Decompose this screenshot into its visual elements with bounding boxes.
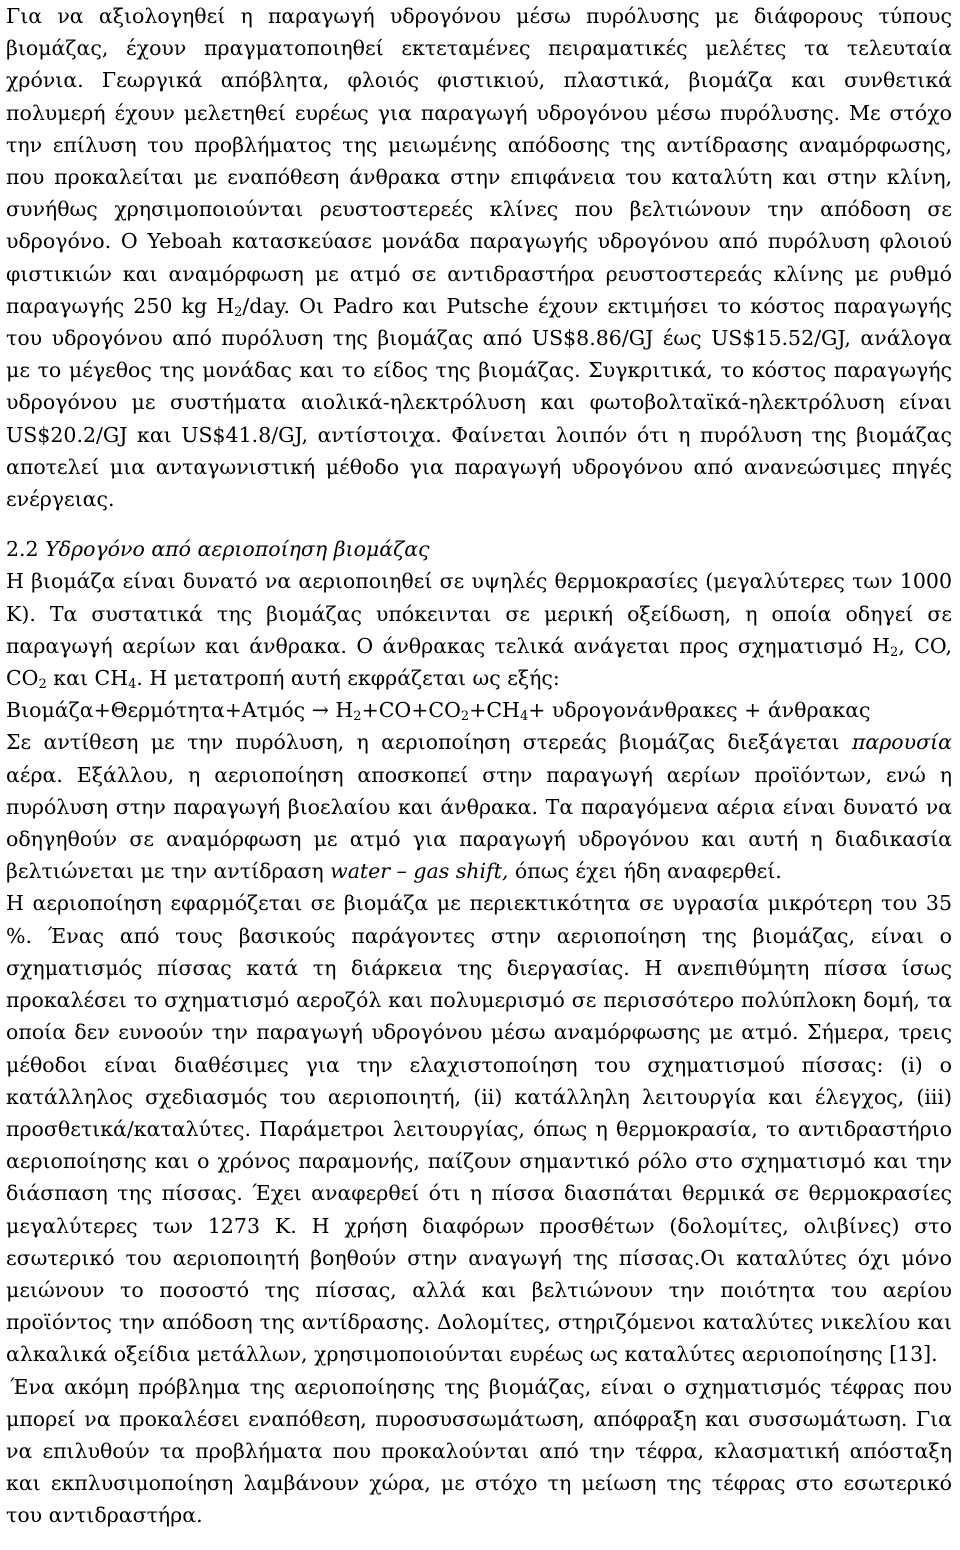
section-number: 2.2	[6, 537, 39, 562]
paragraph-gasification-vs-pyrolysis	[6, 726, 952, 887]
subscript: 2	[353, 709, 362, 725]
paragraph-ash-formation: Ένα ακόμη πρόβλημα της αεριοποίησης της βιομάζας, είναι ο σχηματισμός τέφρας που μπορεί να προκαλέσει εναπόθεση, πυροσυσσωμάτωση, απόφραξη και συσσωμάτωση. Για να επιλυθούν τα προβλήματα που προκαλούνται από την τέφρα, κλασματική απόσταξη και εκπλυσιμοποίηση λαμβάνουν χώρα, με στόχο τη μείωση της τέφρας στο εσωτερικό του αντιδραστήρα.	[6, 1374, 952, 1528]
paragraph-text: αέρα. Εξάλλου, η αεριοποίηση αποσκοπεί στην παραγωγή αερίων προϊόντων, ενώ η πυρόλυση στην παραγωγή βιοελαίου και άνθρακα. Τα παραγόμενα αέρια είναι δυνατό να οδηγηθούν σε αναμόρφωση με ατμό για παραγωγή υδρογόνου και αυτή η διαδικασία βελτιώνεται με την αντίδραση	[6, 762, 952, 884]
equation-text: +CH	[469, 698, 520, 723]
italic-text: water – gas shift,	[330, 859, 509, 884]
italic-text: παρουσία	[851, 730, 952, 755]
paragraph-text: Σε αντίθεση με την πυρόλυση, η αεριοποίηση στερεάς βιομάζας διεξάγεται	[6, 730, 852, 755]
paragraph-pyrolysis	[6, 0, 952, 515]
equation-left: Βιομάζα+Θερμότητα+Ατμός	[6, 698, 312, 723]
subscript: 2	[234, 304, 243, 320]
paragraph-gasification-intro	[6, 565, 952, 694]
section-heading	[6, 533, 952, 565]
subscript: 4	[128, 677, 137, 693]
arrow-icon: →	[311, 698, 329, 723]
subscript: 2	[890, 644, 899, 660]
paragraph-tar-formation: Η αεριοποίηση εφαρμόζεται σε βιομάζα με περιεκτικότητα σε υγρασία μικρότερη του 35 %. Ένας από τους βασικούς παράγοντες στην αεριοποίηση της βιομάζας, είναι ο σχηματισμός πίσσας κατά τη διάρκεια της διεργασίας. Η ανεπιθύμητη πίσσα ίσως προκαλέσει το σχηματισμό αεροζόλ και πολυμερισμό σε περισσότερο πολύπλοκη δομή, τα οποία δεν ευνοούν την παραγωγή υδρογόνου μέσω αναμόρφωσης με ατμό. Σήμερα, τρεις μέθοδοι είναι διαθέσιμες για την ελαχιστοποίηση του σχηματισμού πίσσας: (i) ο κατάλληλος σχεδιασμός του αεριοποιητή, (ii) κατάλληλη λειτουργία και έλεγχος, (iii) προσθετικά/καταλύτες. Παράμετροι λειτουργίας, όπως η θερμοκρασία, το αντιδραστήριο αεριοποίησης και ο χρόνος παραμονής, παίζουν σημαντικό ρόλο στο σχηματισμό και την διάσπαση της πίσσας. Έχει αναφερθεί ότι η πίσσα διασπάται θερμικά σε θερμοκρασίες μεγαλύτερες των 1273 K. Η χρήση διαφόρων προσθέτων (δολομίτες, ολιβίνες) στο εσωτερικό του αεριοποιητή βοηθούν στην αναγωγή της πίσσας.Οι καταλύτες όχι μόνο μειώνουν το ποσοστό της πίσσας, αλλά και βελτιώνουν την ποιότητα του αερίου προϊόντος την απόδοση της αντίδρασης. Δολομίτες, στηριζόμενοι καταλύτες νικελίου και αλκαλικά οξείδια μετάλλων, χρησιμοποιούνται ευρέως ως καταλύτες αεριοποίησης [13].	[6, 891, 952, 1367]
reaction-equation	[6, 694, 952, 726]
subscript: 4	[519, 709, 529, 725]
paragraph-text: , CO, CO	[6, 633, 953, 691]
document-page	[6, 0, 952, 1532]
equation-text: + υδρογονάνθρακες + άνθρακας	[528, 698, 871, 723]
paragraph-text: όπως έχει ήδη αναφερθεί.	[508, 859, 782, 884]
subscript: 2	[38, 677, 47, 693]
paragraph-text: Η βιομάζα είναι δυνατό να αεριοποιηθεί σε υψηλές θερμοκρασίες (μεγαλύτερες των 1000 Κ). Τα συστατικά της βιομάζας υπόκεινται σε μερική οξείδωση, η οποία οδηγεί σε παραγωγή αερίων και άνθρακα. Ο άνθρακας τελικά ανάγεται προς σχηματισμό H	[6, 569, 952, 658]
subscript: 2	[460, 709, 470, 725]
paragraph-text: /day. Οι Padro και Putsche έχουν εκτιμήσει το κόστος παραγωγής του υδρογόνου από πυρόλυση της βιομάζας από US$8.86/GJ έως US$15.52/GJ, ανάλογα με το μέγεθος της μονάδας και το είδος της βιομάζας. Συγκριτικά, το κόστος παραγωγής υδρογόνου με συστήματα αιολικά-ηλεκτρόλυση και φωτοβολταϊκά-ηλεκτρόλυση είναι US$20.2/GJ και US$41.8/GJ, αντίστοιχα. Φαίνεται λοιπόν ότι η πυρόλυση της βιομάζας αποτελεί μια ανταγωνιστική μέθοδο για παραγωγή υδρογόνου από ανανεώσιμες πηγές ενέργειας.	[6, 293, 953, 512]
equation-text: +CO+CO	[361, 698, 461, 723]
equation-text: H	[328, 698, 354, 723]
paragraph-text: Για να αξιολογηθεί η παραγωγή υδρογόνου μέσω πυρόλυσης με διάφορους τύπους βιομάζας, έχουν πραγματοποιηθεί εκτεταμένες πειραματικές μελέτες τα τελευταία χρόνια. Γεωργικά απόβλητα, φλοιός φιστικιού, πλαστικά, βιομάζα και συνθετικά πολυμερή έχουν μελετηθεί ευρέως για παραγωγή υδρογόνου μέσω πυρόλυσης. Με στόχο την επίλυση του προβλήματος της μειωμένης απόδοσης της αντίδρασης αναμόρφωσης, που προκαλείται με εναπόθεση άνθρακα στην επιφάνεια του καταλύτη και στην κλίνη, συνήθως χρησιμοποιούνται ρευστοστερεές κλίνες που βελτιώνουν την απόδοση σε υδρογόνο. Ο Yeboah κατασκεύασε μονάδα παραγωγής υδρογόνου από πυρόλυση φλοιού φιστικιών και αναμόρφωση με ατμό σε αντιδραστήρα ρευστοστερεάς κλίνης με ρυθμό παραγωγής 250 kg H	[6, 4, 952, 318]
paragraph-text: . Η μετατροπή αυτή εκφράζεται ως εξής:	[136, 666, 560, 691]
section-title: Υδρογόνο από αεριοποίηση βιομάζας	[45, 537, 430, 562]
paragraph-text: και CH	[46, 666, 129, 691]
